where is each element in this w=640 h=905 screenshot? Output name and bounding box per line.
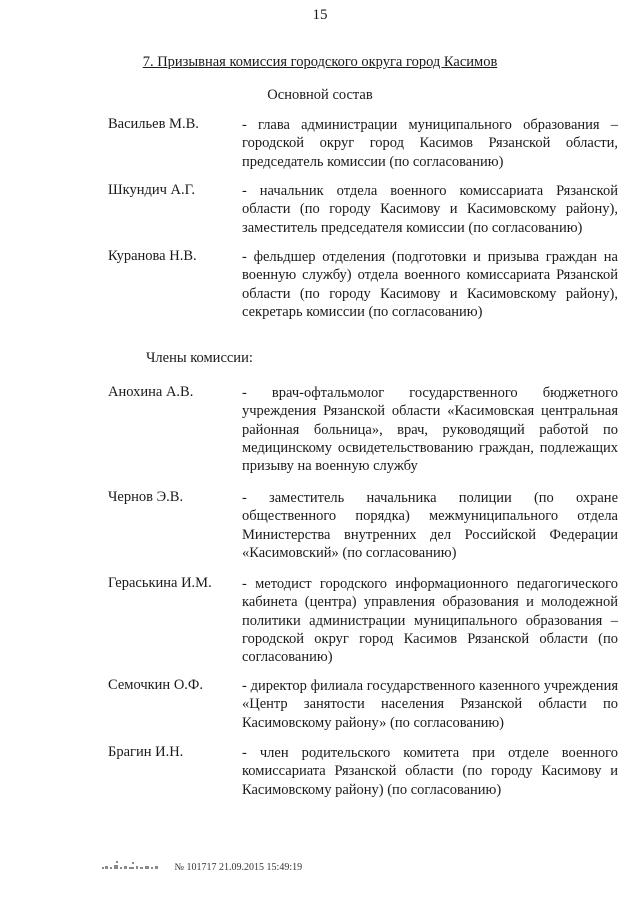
member-name: Анохина А.В. bbox=[108, 384, 194, 400]
section-title: 7. Призывная комиссия городского округа город Касимов bbox=[142, 54, 498, 70]
member-name: Гераськина И.М. bbox=[108, 575, 212, 591]
main-composition-heading: Основной состав bbox=[267, 87, 373, 103]
member-name: Шкундич А.Г. bbox=[108, 182, 195, 198]
member-name: Чернов Э.В. bbox=[108, 489, 184, 505]
member-role: - член родительского комитета при отделе военного комиссариата Рязанской области (по городу Касимову и Касимовскому району) (по согласованию) bbox=[242, 745, 618, 798]
members-heading: Члены комиссии: bbox=[146, 350, 253, 366]
footer-timestamp: 21.09.2015 15:49:19 bbox=[219, 862, 303, 873]
member-role: - директор филиала государственного казенного учреждения «Центр занятости населения Рязанской области по Касимовскому району» (по согласованию) bbox=[242, 678, 618, 731]
member-role: - заместитель начальника полиции (по охране общественного порядка) межмуниципального отдела Министерства внутренних дел Российской Федерации «Касимовский» (по согласованию) bbox=[242, 490, 618, 561]
document-footer bbox=[102, 860, 302, 875]
member-role: - методист городского информационного педагогического кабинета (центра) управления образования и молодежной политики администрации муниципального образования – городской округ город Касимов Рязанской области (по согласованию) bbox=[242, 576, 618, 666]
footer-doc-number: № 101717 bbox=[174, 862, 217, 873]
member-role: - глава администрации муниципального образования – городской округ город Касимов Рязанской области, председатель комиссии (по согласованию) bbox=[242, 117, 618, 170]
member-role: - фельдшер отделения (подготовки и призыва граждан на военную службу) отдела военного комиссариата Рязанской области (по городу Касимову и Касимовскому району), секретарь комиссии (по согласованию) bbox=[242, 249, 618, 320]
member-name: Васильев М.В. bbox=[108, 116, 199, 132]
scanner-stamp-icon bbox=[102, 860, 158, 875]
member-name: Семочкин О.Ф. bbox=[108, 677, 203, 693]
member-role: - врач-офтальмолог государственного бюджетного учреждения Рязанской области «Касимовская центральная районная больница», врач, руководящий работой по медицинскому освидетельствованию граждан, подлежащих призыву на военную службу bbox=[242, 385, 618, 475]
member-name: Куранова Н.В. bbox=[108, 248, 197, 264]
member-role: - начальник отдела военного комиссариата Рязанской области (по городу Касимову и Касимовскому району), заместитель председателя комиссии (по согласованию) bbox=[242, 183, 618, 236]
page-number: 15 bbox=[312, 7, 328, 23]
member-name: Брагин И.Н. bbox=[108, 744, 184, 760]
